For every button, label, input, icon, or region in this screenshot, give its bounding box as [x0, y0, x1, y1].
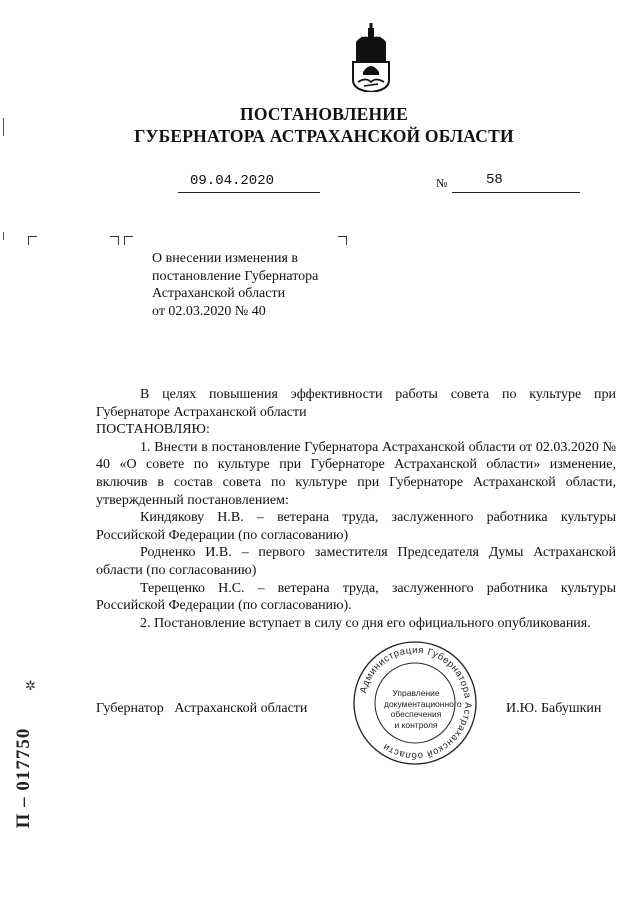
scan-edge-mark	[3, 232, 4, 240]
subject-line: О внесении изменения в	[152, 251, 298, 266]
preamble-paragraph: В целях повышения эффективности работы совета по культуре при Губернаторе Астраханской области	[96, 387, 616, 420]
document-body	[96, 386, 616, 632]
document-number: 58	[486, 172, 503, 188]
member-entry: Родненко И.В. – первого заместителя Председателя Думы Астраханской области (по согласованию)	[96, 545, 616, 578]
stamp-inner-line: Управление	[392, 688, 440, 698]
corner-mark	[28, 236, 37, 245]
serial-number: П – 017750	[13, 727, 34, 829]
resolve-heading: ПОСТАНОВЛЯЮ:	[96, 422, 210, 438]
item-2-paragraph: 2. Постановление вступает в силу со дня его официального опубликования.	[140, 615, 591, 631]
document-date: 09.04.2020	[190, 173, 275, 189]
corner-mark	[124, 236, 133, 245]
corner-mark	[338, 236, 347, 245]
member-entry: Терещенко Н.С. – ветерана труда, заслуженного работника культуры Российской Федерации (по согласованию).	[96, 580, 616, 614]
scan-edge-mark	[3, 118, 4, 136]
subject-line: постановление Губернатора	[152, 268, 319, 284]
document-issuer: ГУБЕРНАТОРА АСТРАХАНСКОЙ ОБЛАСТИ	[134, 126, 514, 146]
subject-line: от 02.03.2020 № 40	[152, 303, 266, 319]
document-title: ПОСТАНОВЛЕНИЕ	[240, 104, 408, 124]
member-entry: Киндякову Н.В. – ветерана труда, заслуженного работника культуры Российской Федерации (по согласованию)	[96, 510, 616, 543]
subject-line: Астраханской области	[152, 286, 286, 301]
signatory-position: Губернатор Астраханской области	[96, 701, 308, 716]
date-underline	[178, 192, 320, 193]
corner-mark	[110, 236, 119, 245]
number-underline	[452, 192, 580, 193]
stamp-inner-line: обеспечения	[390, 709, 442, 719]
signatory-name: И.Ю. Бабушкин	[506, 701, 602, 716]
item-1-paragraph: 1. Внести в постановление Губернатора Астраханской области от 02.03.2020 № 40 «О совете по культуре при Губернаторе Астраханской области» изменение, включив в состав совета по культуре при Губернаторе Астраханской области, утвержденный постановлением:	[96, 439, 616, 508]
number-sign: №	[436, 176, 448, 190]
astrakhan-coat-of-arms-icon	[348, 22, 394, 92]
stamp-inner-line: и контроля	[394, 719, 438, 730]
stamp-inner-text	[384, 688, 462, 730]
document-subject	[152, 250, 318, 320]
stamp-inner-line: документационного	[384, 698, 462, 709]
ornament-icon: ✲	[25, 678, 36, 693]
stamp-ring-text: Администрация Губернатора Астраханской области	[358, 644, 474, 762]
